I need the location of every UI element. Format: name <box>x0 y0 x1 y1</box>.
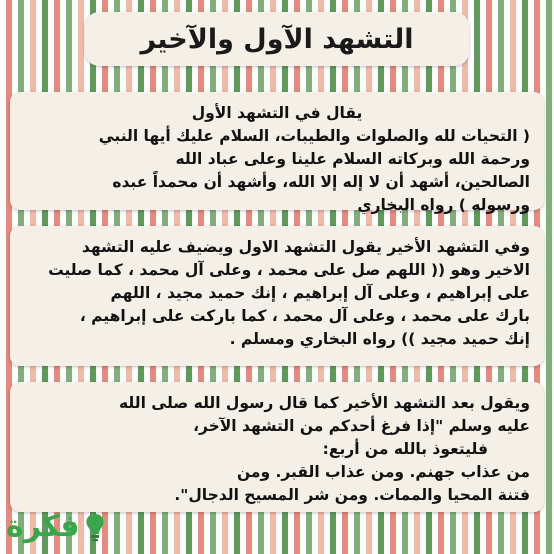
first-tashahhud-line-3: الصالحين، أشهد أن لا إله إلا الله، وأشهد أن محمداً عبده <box>112 173 530 191</box>
first-tashahhud-line-1: ( التحيات لله والصلوات والطيبات، السلام عليك أيها النبي <box>98 127 530 145</box>
watermark-text: فكرة <box>6 509 80 544</box>
after-tashahhud-line-5: فتنة المحيا والممات. ومن شر المسيح الدجال". <box>174 486 530 504</box>
after-tashahhud-line-2: عليه وسلم "إذا فرغ أحدكم من التشهد الآخر، <box>193 417 530 435</box>
last-tashahhud-line-3: على إبراهيم ، وعلى آل إبراهيم ، إنك حميد مجيد ، اللهم <box>110 284 530 302</box>
after-tashahhud-line-4: من عذاب جهنم. ومن عذاب القبر. ومن <box>236 463 530 481</box>
last-tashahhud-panel <box>10 226 544 366</box>
last-tashahhud-line-4: بارك على محمد ، وعلى آل محمد ، كما باركت على إبراهيم ، <box>79 307 530 325</box>
last-tashahhud-line-5: إنك حميد مجيد )) رواه البخاري ومسلم . <box>229 330 530 348</box>
last-tashahhud-line-2: الاخير وهو (( اللهم صل على محمد ، وعلى آل محمد ، كما صليت <box>48 261 530 279</box>
last-tashahhud-line-1: وفي التشهد الأخير يقول التشهد الاول ويضيف عليه التشهد <box>81 238 530 256</box>
first-tashahhud-heading: يقال في التشهد الأول <box>191 104 363 122</box>
after-tashahhud-line-3: فليتعوذ بالله من أربع: <box>322 440 488 458</box>
site-logo <box>6 509 107 544</box>
bulb-logo-icon <box>83 512 107 542</box>
title-banner <box>85 12 469 66</box>
page-title: التشهد الآول والآخير <box>140 23 414 55</box>
first-tashahhud-panel <box>10 92 544 214</box>
first-tashahhud-line-2: ورحمة الله وبركاته السلام علينا وعلى عباد الله <box>175 150 530 168</box>
first-tashahhud-line-4: ورسوله ) رواه البخاري <box>357 196 530 214</box>
after-tashahhud-panel <box>10 382 544 512</box>
after-tashahhud-line-1: ويقول بعد التشهد الأخير كما قال رسول الله صلى الله <box>119 394 530 412</box>
